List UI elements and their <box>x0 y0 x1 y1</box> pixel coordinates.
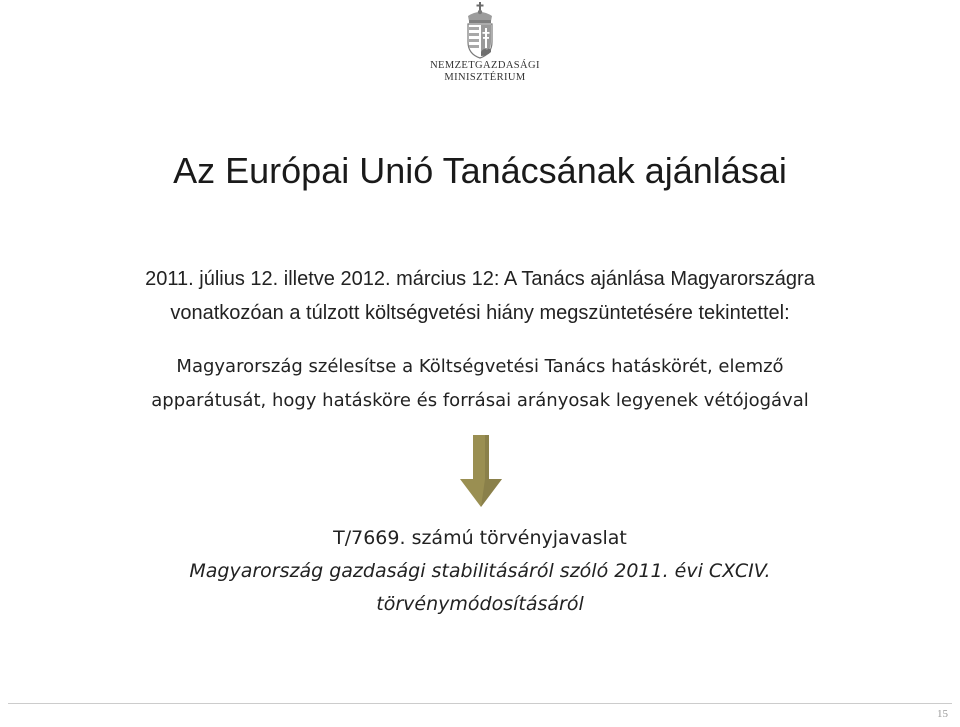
recommendation-line-2: apparátusát, hogy hatásköre és forrásai arányosak legyenek vétójogával <box>151 390 809 411</box>
ministry-name <box>415 60 555 84</box>
bill-number: T/7669. számú törvényjavaslat <box>333 527 627 549</box>
bill-text <box>80 522 880 621</box>
bill-title-line-1: Magyarország gazdasági stabilitásáról szóló 2011. évi CXCIV. <box>189 560 771 582</box>
recommendation-line-1: Magyarország szélesítse a Költségvetési Tanács hatáskörét, elemző <box>176 356 784 377</box>
ministry-logo <box>415 0 555 95</box>
ministry-name-line1: NEMZETGAZDASÁGI <box>430 60 540 71</box>
intro-text <box>40 262 920 330</box>
hungarian-coat-of-arms-icon <box>460 2 500 60</box>
bill-title-line-2: törvénymódosításáról <box>376 593 584 615</box>
footer-divider <box>8 703 952 704</box>
arrow-down-icon <box>460 435 502 507</box>
ministry-name-line2: MINISZTÉRIUM <box>444 72 526 83</box>
page-number: 15 <box>937 708 948 720</box>
slide-title: Az Európai Unió Tanácsának ajánlásai <box>173 150 787 191</box>
recommendation-text <box>30 350 930 418</box>
intro-line-2: vonatkozóan a túlzott költségvetési hiány megszüntetésére tekintettel: <box>170 302 790 324</box>
intro-line-1: 2011. július 12. illetve 2012. március 12: A Tanács ajánlása Magyarországra <box>145 268 815 290</box>
